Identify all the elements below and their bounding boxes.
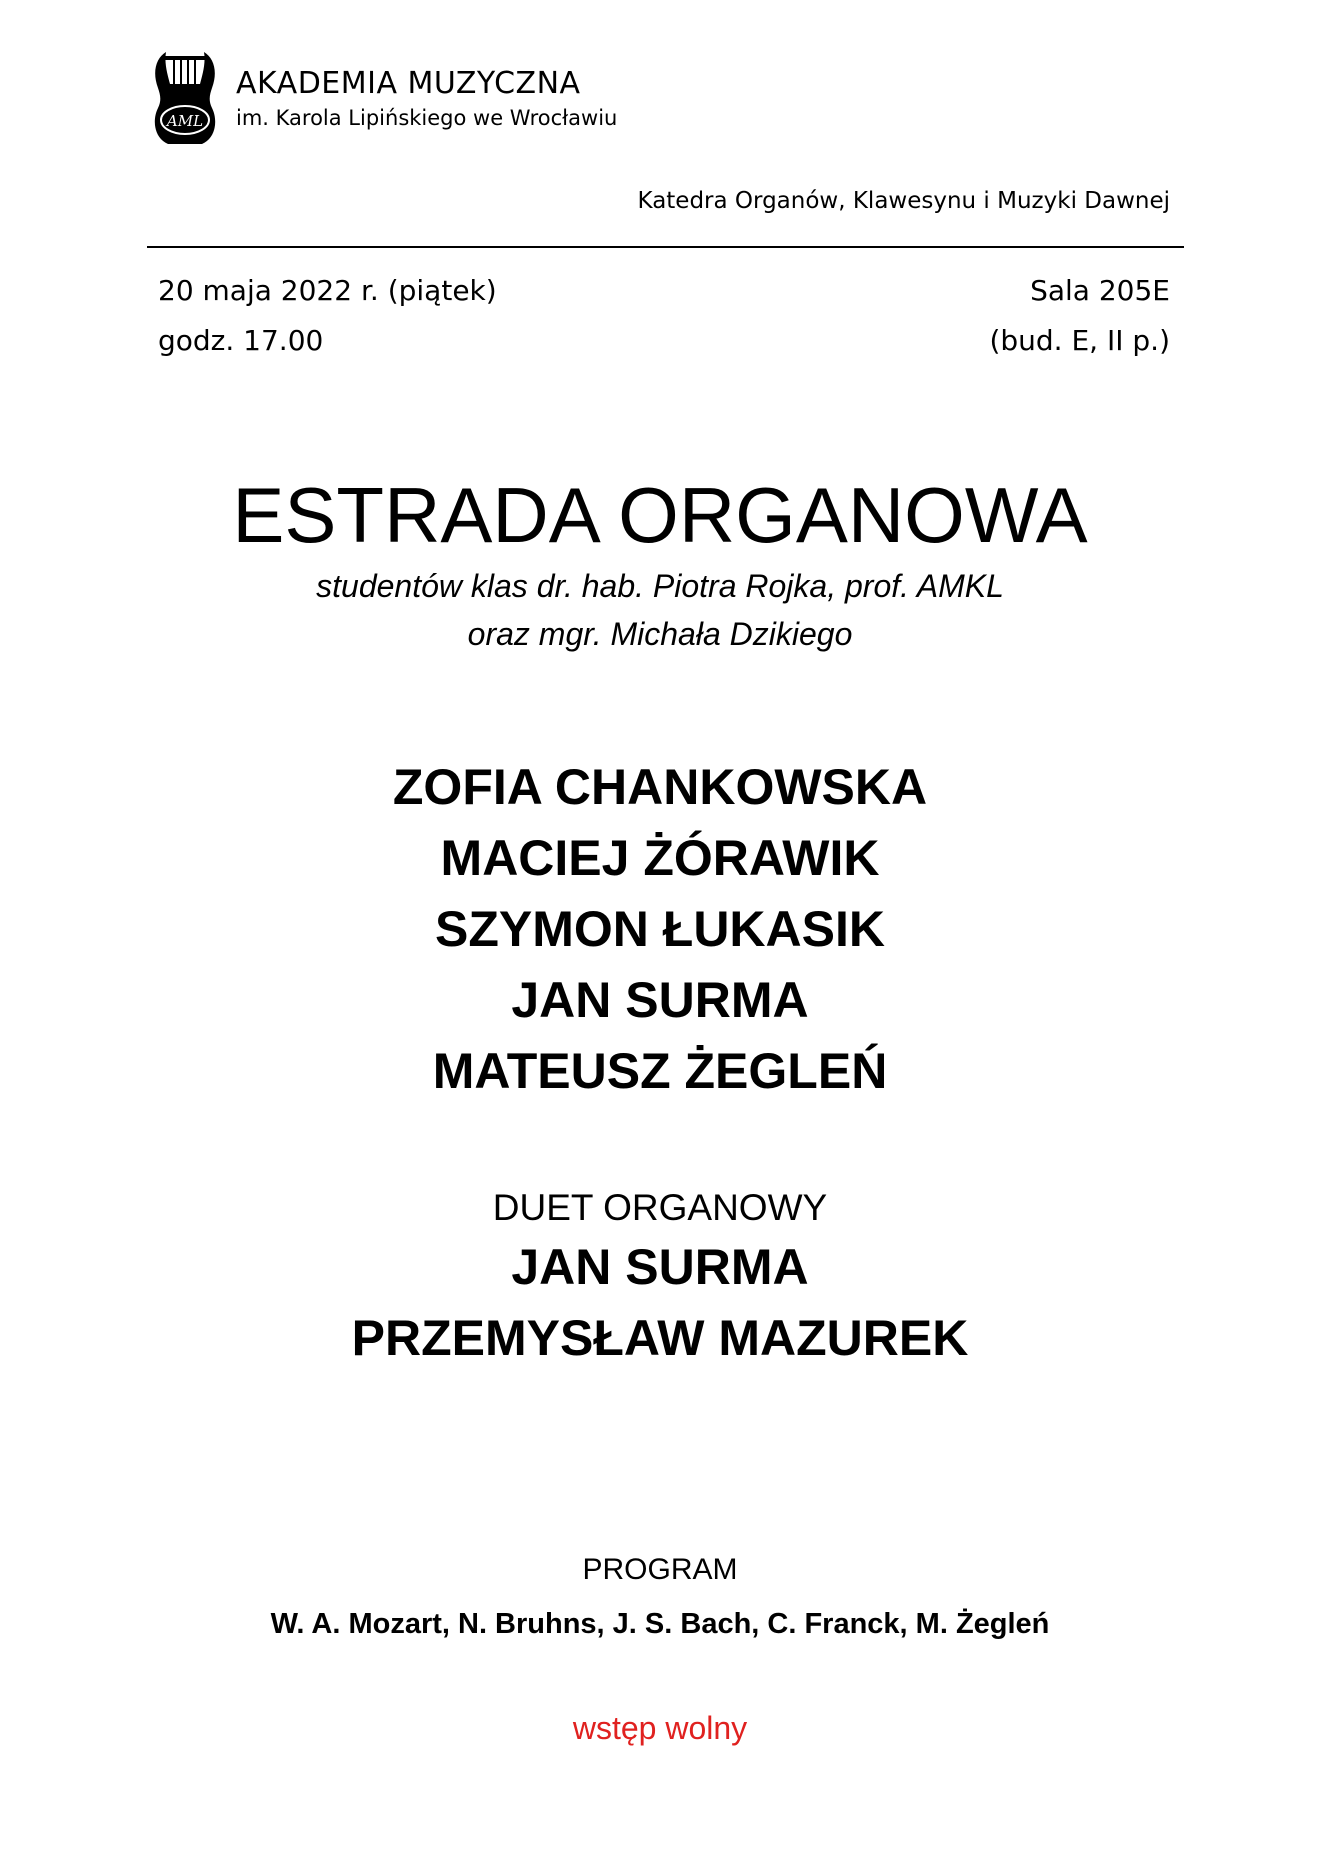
performer-name: MATEUSZ ŻEGLEŃ — [432, 1043, 888, 1099]
subtitle — [0, 562, 1320, 658]
performer-name: SZYMON ŁUKASIK — [435, 901, 885, 957]
performer-name: MACIEJ ŻÓRAWIK — [440, 830, 880, 886]
page-title: ESTRADA ORGANOWA — [232, 471, 1088, 559]
program-composers: W. A. Mozart, N. Bruhns, J. S. Bach, C. Franck, M. Żegleń — [270, 1608, 1050, 1640]
event-location — [989, 266, 1170, 366]
duet-member-name: JAN SURMA — [511, 1239, 809, 1295]
subtitle-line: oraz mgr. Michała Dzikiego — [467, 616, 853, 652]
performers-list — [0, 752, 1320, 1107]
duet-label: DUET ORGANOWY — [492, 1187, 828, 1228]
performer-name: JAN SURMA — [511, 972, 809, 1028]
event-room: Sala 205E — [1030, 274, 1170, 307]
event-datetime — [158, 266, 497, 366]
entry-note: wstęp wolny — [572, 1710, 748, 1746]
duet-member-name: PRZEMYSŁAW MAZUREK — [351, 1310, 969, 1366]
subtitle-line: studentów klas dr. hab. Piotra Rojka, prof. AMKL — [316, 568, 1004, 604]
event-building: (bud. E, II p.) — [989, 324, 1170, 357]
event-date: 20 maja 2022 r. (piątek) — [158, 274, 497, 307]
performer-name: ZOFIA CHANKOWSKA — [392, 759, 928, 815]
lyre-logo-icon — [148, 48, 222, 148]
duet-members — [0, 1232, 1320, 1374]
institution-subtitle: im. Karola Lipińskiego we Wrocławiu — [236, 106, 618, 130]
event-time: godz. 17.00 — [158, 324, 324, 357]
header-divider — [147, 246, 1184, 248]
department-name: Katedra Organów, Klawesynu i Muzyki Dawnej — [637, 188, 1170, 214]
logo-monogram: AML — [166, 112, 204, 130]
institution-name: AKADEMIA MUZYCZNA — [236, 66, 581, 101]
program-label: PROGRAM — [582, 1553, 738, 1586]
